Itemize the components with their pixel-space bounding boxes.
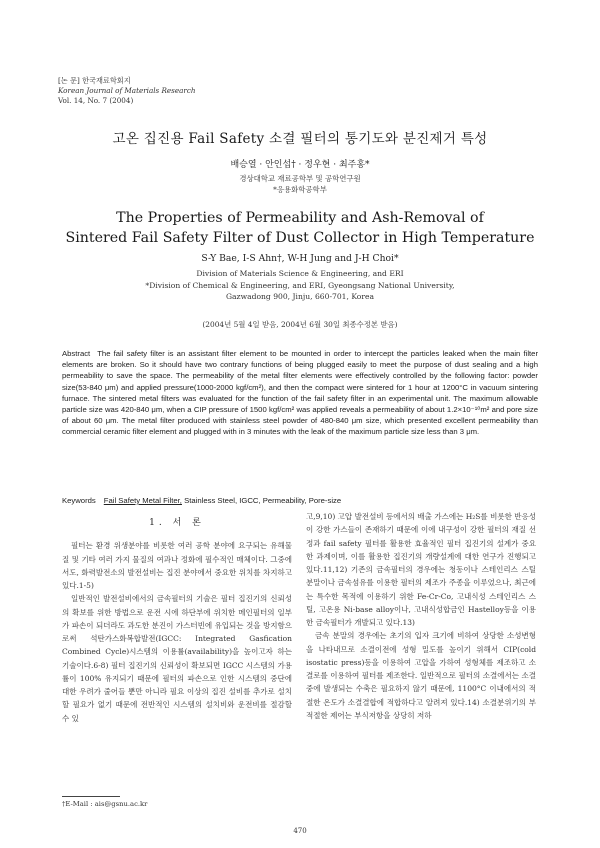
keywords-rest: Stainless Steel, IGCC, Permeability, Pore-size (181, 496, 342, 505)
english-affiliation-line1: Division of Materials Science & Engineering, and ERI (196, 269, 404, 278)
korean-affiliation-line2: *응용화학공학부 (273, 185, 327, 194)
journal-header (58, 76, 196, 106)
body-paragraph: 금속 분말의 경우에는 초기의 입자 크기에 비하여 상당한 소성변형을 나타내므로 소결이전에 성형 밀도를 높이기 위해서 CIP(cold isostatic press)등을 이용하여 고압을 가하여 성형체를 제조하고 소결로를 이용하여 필터를 제조한다. 일반적으로 필터의 소결에서는 소결중에 발생되는 수축은 필요하지 않기 때문에, 1100°C 이내에서의 적절한 온도가 소결결합에 적합하다고 알려져 있다.14) 소결분위기의 부적절한 제어는 부식저항을 상당히 저하 (306, 631, 536, 720)
keywords-label: Keywords (62, 496, 96, 505)
journal-header-line2: Korean Journal of Materials Research (58, 86, 196, 95)
page-number: 470 (293, 827, 307, 835)
section-heading-introduction: 1. 서 론 (149, 518, 205, 528)
english-title-line2: Sintered Fail Safety Filter of Dust Collector in High Temperature (65, 229, 535, 246)
english-authors: S-Y Bae, I-S Ahn†, W-H Jung and J-H Choi* (201, 253, 399, 264)
korean-affiliation (0, 173, 600, 195)
received-dates: (2004년 5월 4일 받음, 2004년 6월 30일 최종수정본 받음) (202, 320, 398, 329)
korean-title: 고온 집진용 Fail Safety 소결 필터의 통기도와 분진제거 특성 (112, 131, 488, 147)
korean-affiliation-line1: 경상대학교 재료공학부 및 공학연구원 (239, 174, 361, 183)
journal-header-line1: [논 문] 한국재료학회지 (58, 76, 131, 85)
abstract-label: Abstract (62, 349, 91, 358)
journal-header-line3: Vol. 14, No. 7 (2004) (58, 96, 134, 105)
english-title (0, 209, 600, 248)
keyword-first: Fail Safety Metal Filter, (103, 496, 182, 505)
korean-authors: 배승열 · 안인섭† · 정우현 · 최주홍* (230, 160, 370, 170)
abstract (62, 348, 538, 438)
body-right-column (306, 510, 536, 722)
english-affiliation-line3: Gazwadong 900, Jinju, 660-701, Korea (225, 292, 375, 301)
english-affiliation (0, 268, 600, 303)
body-left-column (62, 510, 292, 725)
body-paragraph: 필터는 환경 위생분야를 비롯한 여러 공학 분야에 요구되는 유해물질 및 기타 여러 가지 물질의 여과나 정화에 필수적인 매체이다. 그중에서도, 화력발전소의 발전설비는 집진 분야에서 중요한 위치를 차지하고 있다.1-5) (62, 541, 292, 590)
footnote-email: †E-Mail : ais@gsnu.ac.kr (62, 800, 148, 808)
body-paragraph: 일반적인 발전설비에서의 금속필터의 기술은 필터 집진기의 신뢰성의 확보를 위한 방법으로 운전 시에 하단부에 위치한 메인필터의 일부가 파손이 되더라도 과도한 분진이 가스터빈에 유입되는 것을 방지함으로써 석탄가스화복합발전(IGCC: Integrated Gasfication Combined Cycle)시스템의 이용률(availability)을 높이고자 하는 기술이다.6-8) 필터 집진기의 신뢰성이 확보되면 IGCC 시스템의 가용률이 100% 유지되기 때문에 필터의 파손으로 인한 시스템의 중단에 대한 우려가 줄어들 뿐만 아니라 필요 이상의 집진 설비를 추가로 설치할 필요가 없기 때문에 전반적인 시스템의 설치비와 운전비를 절감할 수 있 (62, 594, 292, 723)
english-affiliation-line2: *Division of Chemical & Engineering, and ERI, Gyeongsang National University, (145, 280, 455, 290)
abstract-text: The fail safety filter is an assistant filter element to be mounted in order to intercept the particles leaked when the main filter elements are broken. So it should have two contrary functions of being plugged easily to meet the purpose of dust sealing and a high permeability to save the space. The permeability of the metal filter elements were effectively controlled by the following factor: powder size(53-840 μm) and applied pressure(1000-2000 kgf/cm²), and then the compact were sintered for 1 hour at 1200°C in vacuum sintering furnace. The sintered metal filters was evaluated for the function of the fail safety filter in an experimental unit. The maximum allowable particle size was 420-840 μm, when a CIP pressure of 1500 kgf/cm² was applied reveals a permeability of about 1.2×10⁻¹⁰m² and pore size of about 60 μm. The metal filter produced with stainless steel powder of 480-840 μm size, which presented excellent permeability than commercial ceramic filter element and plugged with in 3 minutes with the leak of the maximum particle size less than 3 μm. (62, 349, 539, 437)
keywords (62, 496, 538, 505)
body-paragraph: 고,9,10) 고압 발전설비 등에서의 배출 가스에는 H₂S를 비롯한 반응성이 강한 가스들이 존재하기 때문에 이에 내구성이 강한 필터의 재질 선정과 fail safety 필터를 활용한 효율적인 필터 집진기의 설계가 중요한 과제이며, 이를 활용한 집진기의 개량설계에 대한 연구가 진행되고 있다.11,12) 기존의 금속필터의 경우에는 청동이나 스테인리스 스틸 분말이나 금속섬유를 이용한 필터의 제조가 주종을 이루었으나, 최근에는 특수한 목적에 이용하기 위한 Fe-Cr-Co, 고내식성 스테인리스 스틸, 고온용 Ni-base alloy이나, 고내식성합금인 Hastelloy등을 이용한 금속필터가 개발되고 있다.13) (306, 512, 536, 627)
footnote-divider (62, 796, 120, 797)
english-title-line1: The Properties of Permeability and Ash-Removal of (116, 210, 484, 226)
